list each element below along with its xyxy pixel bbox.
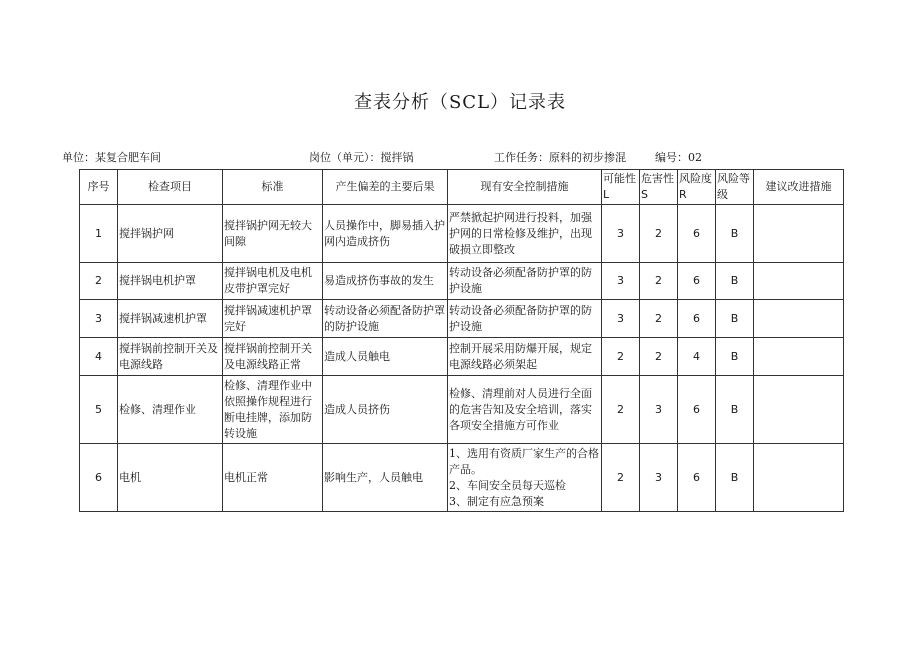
table-row — [80, 376, 844, 444]
header-standard: 标准 — [223, 170, 323, 205]
cell-item: 搅拌锅前控制开关及电源线路 — [118, 338, 223, 376]
cell-seq: 4 — [80, 338, 118, 376]
cell-item: 搅拌锅减速机护罩 — [118, 300, 223, 338]
cell-item: 搅拌锅护网 — [118, 205, 223, 263]
cell-suggestion[interactable] — [754, 338, 844, 376]
cell-risk: 6 — [678, 444, 716, 512]
cell-suggestion[interactable] — [754, 205, 844, 263]
cell-possibility: 2 — [602, 444, 640, 512]
cell-standard: 搅拌锅前控制开关及电源线路正常 — [223, 338, 323, 376]
cell-severity: 2 — [640, 263, 678, 300]
cell-item: 检修、清理作业 — [118, 376, 223, 444]
cell-level: B — [716, 300, 754, 338]
meta-unit: 单位：某复合肥车间 — [62, 151, 161, 164]
cell-severity: 2 — [640, 338, 678, 376]
meta-task: 工作任务：原料的初步掺混 — [494, 151, 626, 164]
cell-suggestion[interactable] — [754, 444, 844, 512]
header-seq: 序号 — [80, 170, 118, 205]
cell-item: 搅拌锅电机护罩 — [118, 263, 223, 300]
control-line: 检修、清理前对人员进行全面的危害告知及安全培训，落实各项安全措施方可作业 — [449, 386, 592, 432]
cell-consequence: 易造成挤伤事故的发生 — [323, 263, 448, 300]
cell-standard: 搅拌锅减速机护罩完好 — [223, 300, 323, 338]
control-line: 3、制定有应急预案 — [449, 494, 544, 508]
cell-standard: 搅拌锅电机及电机皮带护罩完好 — [223, 263, 323, 300]
cell-consequence: 造成人员触电 — [323, 338, 448, 376]
header-severity: 危害性S — [640, 170, 678, 205]
cell-severity: 2 — [640, 205, 678, 263]
cell-controls — [448, 444, 602, 512]
cell-controls — [448, 376, 602, 444]
cell-seq: 5 — [80, 376, 118, 444]
cell-suggestion[interactable] — [754, 300, 844, 338]
scl-table — [79, 169, 844, 512]
cell-possibility: 2 — [602, 338, 640, 376]
cell-consequence: 转动设备必须配备防护罩的防护设施 — [323, 300, 448, 338]
header-possibility: 可能性L — [602, 170, 640, 205]
cell-level: B — [716, 205, 754, 263]
cell-level: B — [716, 376, 754, 444]
header-risk: 风险度R — [678, 170, 716, 205]
cell-possibility: 3 — [602, 263, 640, 300]
cell-seq: 1 — [80, 205, 118, 263]
cell-level: B — [716, 263, 754, 300]
cell-severity: 2 — [640, 300, 678, 338]
cell-risk: 6 — [678, 300, 716, 338]
control-line: 控制开展采用防爆开展，规定电源线路必须架起 — [449, 341, 592, 371]
cell-risk: 4 — [678, 338, 716, 376]
cell-standard: 搅拌锅护网无较大间隙 — [223, 205, 323, 263]
cell-controls — [448, 300, 602, 338]
cell-severity: 3 — [640, 444, 678, 512]
cell-standard: 电机正常 — [223, 444, 323, 512]
cell-suggestion[interactable] — [754, 263, 844, 300]
header-consequence: 产生偏差的主要后果 — [323, 170, 448, 205]
cell-risk: 6 — [678, 263, 716, 300]
header-item: 检查项目 — [118, 170, 223, 205]
table-row — [80, 444, 844, 512]
cell-severity: 3 — [640, 376, 678, 444]
table-row — [80, 205, 844, 263]
cell-seq: 2 — [80, 263, 118, 300]
cell-risk: 6 — [678, 205, 716, 263]
header-suggestion: 建议改进措施 — [754, 170, 844, 205]
control-line: 2、车间安全员每天巡检 — [449, 478, 566, 492]
control-line: 转动设备必须配备防护罩的防护设施 — [449, 266, 592, 295]
cell-suggestion[interactable] — [754, 376, 844, 444]
table-row — [80, 338, 844, 376]
meta-post: 岗位（单元）：搅拌锅 — [309, 151, 414, 164]
document-title: 查表分析（SCL）记录表 — [353, 92, 567, 113]
cell-controls — [448, 338, 602, 376]
control-line: 转动设备必须配备防护罩的防护设施 — [449, 303, 592, 333]
cell-consequence: 人员操作中，脚易插入护网内造成挤伤 — [323, 205, 448, 263]
meta-number: 编号：02 — [655, 151, 702, 164]
cell-level: B — [716, 444, 754, 512]
cell-level: B — [716, 338, 754, 376]
cell-possibility: 2 — [602, 376, 640, 444]
cell-item: 电机 — [118, 444, 223, 512]
table-row — [80, 300, 844, 338]
table-row — [80, 263, 844, 300]
header-controls: 现有安全控制措施 — [448, 170, 602, 205]
cell-controls — [448, 263, 602, 300]
cell-possibility: 3 — [602, 205, 640, 263]
control-line: 严禁掀起护网进行投料，加强护网的日常检修及维护，出现破损立即整改 — [449, 210, 592, 256]
header-level: 风险等级 — [716, 170, 754, 205]
cell-seq: 3 — [80, 300, 118, 338]
cell-consequence: 影响生产，人员触电 — [323, 444, 448, 512]
cell-possibility: 3 — [602, 300, 640, 338]
cell-risk: 6 — [678, 376, 716, 444]
cell-seq: 6 — [80, 444, 118, 512]
cell-controls — [448, 205, 602, 263]
cell-consequence: 造成人员挤伤 — [323, 376, 448, 444]
cell-standard: 检修、清理作业中依照操作规程进行断电挂牌，添加防转设施 — [223, 376, 323, 444]
control-line: 1、选用有资质厂家生产的合格产品。 — [449, 446, 599, 476]
table-header-row — [80, 170, 844, 205]
